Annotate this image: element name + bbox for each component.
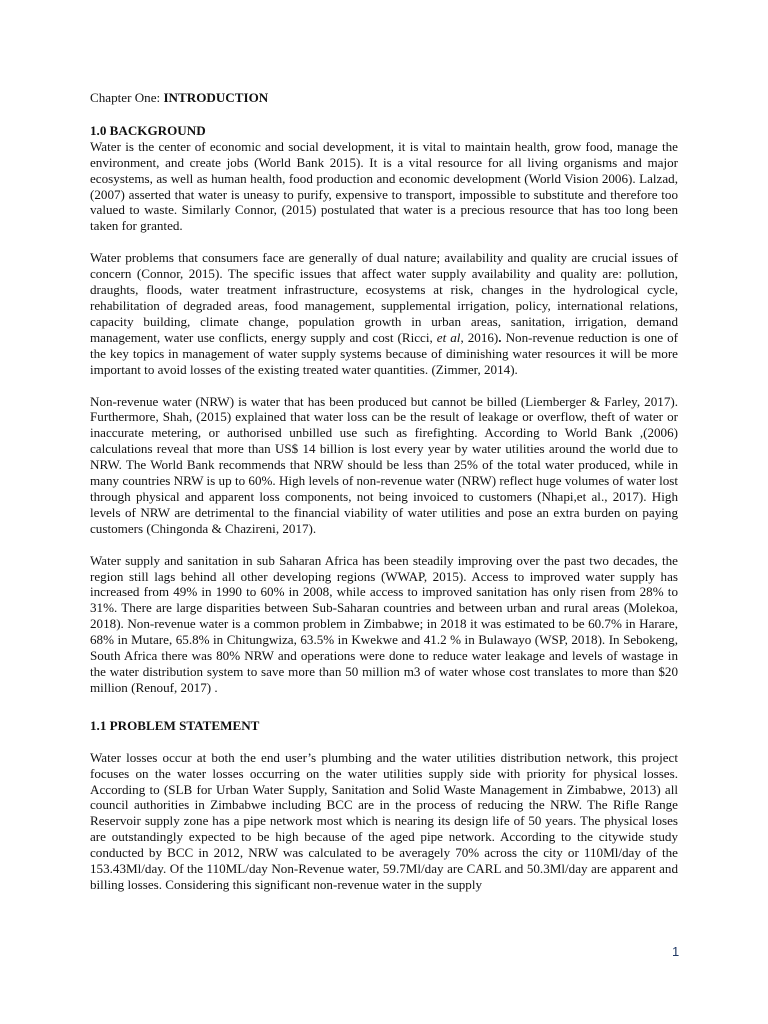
document-body bbox=[90, 90, 678, 893]
chapter-prefix: Chapter One: bbox=[90, 90, 164, 105]
chapter-title: INTRODUCTION bbox=[163, 90, 269, 105]
section-heading-background: 1.0 BACKGROUND bbox=[90, 122, 206, 138]
paragraph-background-3: Non-revenue water (NRW) is water that has been produced but cannot be billed (Liemberger & Farley, 2017). Furthermore, Shah, (2015) explained that water loss can be the result of leakage or overflow, theft of water or inaccurate metering, or authorised unbilled use such as firefighting. According to World Bank ,(2006) calculations reveal that more than US$ 14 billion is lost every year by water utilities around the world due to NRW. The World Bank recommends that NRW should be less than 25% of the total water produced, while in many countries NRW is up to 60%. High levels of non-revenue water (NRW) reflect huge volumes of water lost through physical and apparent loss components, not being invoiced to customers (Nhapi,et al., 2017). High levels of NRW are detrimental to the financial viability of water utilities and pose an extra burden on paying customers (Chingonda & Chazireni, 2017). bbox=[90, 393, 678, 536]
section-heading-problem-statement: 1.1 PROBLEM STATEMENT bbox=[90, 717, 260, 733]
paragraph-text: , 2016) bbox=[460, 329, 499, 345]
paragraph-background-1: Water is the center of economic and social development, it is vital to maintain health, grow food, manage the environment, and create jobs (World Bank 2015). It is a vital resource for all living organisms and major ecosystems, as well as human health, food production and economic development (World Vision 2006). Lalzad, (2007) asserted that water is uneasy to purify, expensive to transport, impossible to substitute and therefore too valued to waste. Similarly Connor, (2015) postulated that water is a precious resource that has too long been taken for granted. bbox=[90, 138, 678, 234]
bold-period: . bbox=[498, 329, 502, 345]
italic-et-al: et al bbox=[436, 329, 461, 345]
chapter-heading bbox=[90, 90, 678, 106]
paragraph-text: Non-revenue reduction is one of the key topics in management of water supply systems because of diminishing water resources it will be more important to avoid losses of the existing treated water quantities. (Zimmer, 2014). bbox=[90, 329, 678, 377]
paragraph-text: Water problems that consumers face are generally of dual nature; availability and quality are crucial issues of concern (Connor, 2015). The specific issues that affect water supply availability and quality are: pollution, draughts, floods, water treatment infrastructure, ecosystems at risk, changes in the hydrological cycle, rehabilitation of degraded areas, food management, supplemental irrigation, policy, international relations, capacity building, climate change, population growth in urban areas, sanitation, irrigation, demand management, water use conflicts, energy supply and cost (Ricci, bbox=[90, 250, 678, 345]
paragraph-background-4: Water supply and sanitation in sub Saharan Africa has been steadily improving over the past two decades, the region still lags behind all other developing regions (WWAP, 2015). Access to improved water supply has increased from 49% in 1990 to 60% in 2008, while access to improved sanitation has only risen from 28% to 31%. There are large disparities between Sub-Saharan countries and between urban and rural areas (Molekoa, 2018). Non-revenue water is a common problem in Zimbabwe; in 2018 it was estimated to be 60.7% in Harare, 68% in Mutare, 65.8% in Chitungwiza, 63.5% in Kwekwe and 41.2 % in Bulawayo (WSP, 2018). In Sebokeng, South Africa there was 80% NRW and operations were done to reduce water leakage and levels of wastage in the water distribution system to save more than 50 million m3 of water whose cost translates to more than $20 million (Renouf, 2017) . bbox=[90, 552, 678, 695]
paragraph-problem-statement-1: Water losses occur at both the end user’s plumbing and the water utilities distribution network, this project focuses on the water losses occurring on the water utilities supply side with priority for physical losses. According to (SLB for Urban Water Supply, Sanitation and Solid Waste Management in Zimbabwe, 2013) all council authorities in Zimbabwe including BCC are in the process of reducing the NRW. The Rifle Range Reservoir supply zone has a pipe network most which is nearing its design life of 50 years. The physical loses are outstandingly expected to be high because of the aged pipe network. According to the citywide study conducted by BCC in 2012, NRW was calculated to be averagely 70% across the city or 110Ml/day of the 153.43Ml/day. Of the 110ML/day Non-Revenue water, 59.7Ml/day are CARL and 50.3Ml/day are apparent and billing losses. Considering this significant non-revenue water in the supply bbox=[90, 749, 678, 892]
paragraph-background-2 bbox=[90, 250, 678, 377]
page-number: 1 bbox=[672, 944, 680, 959]
